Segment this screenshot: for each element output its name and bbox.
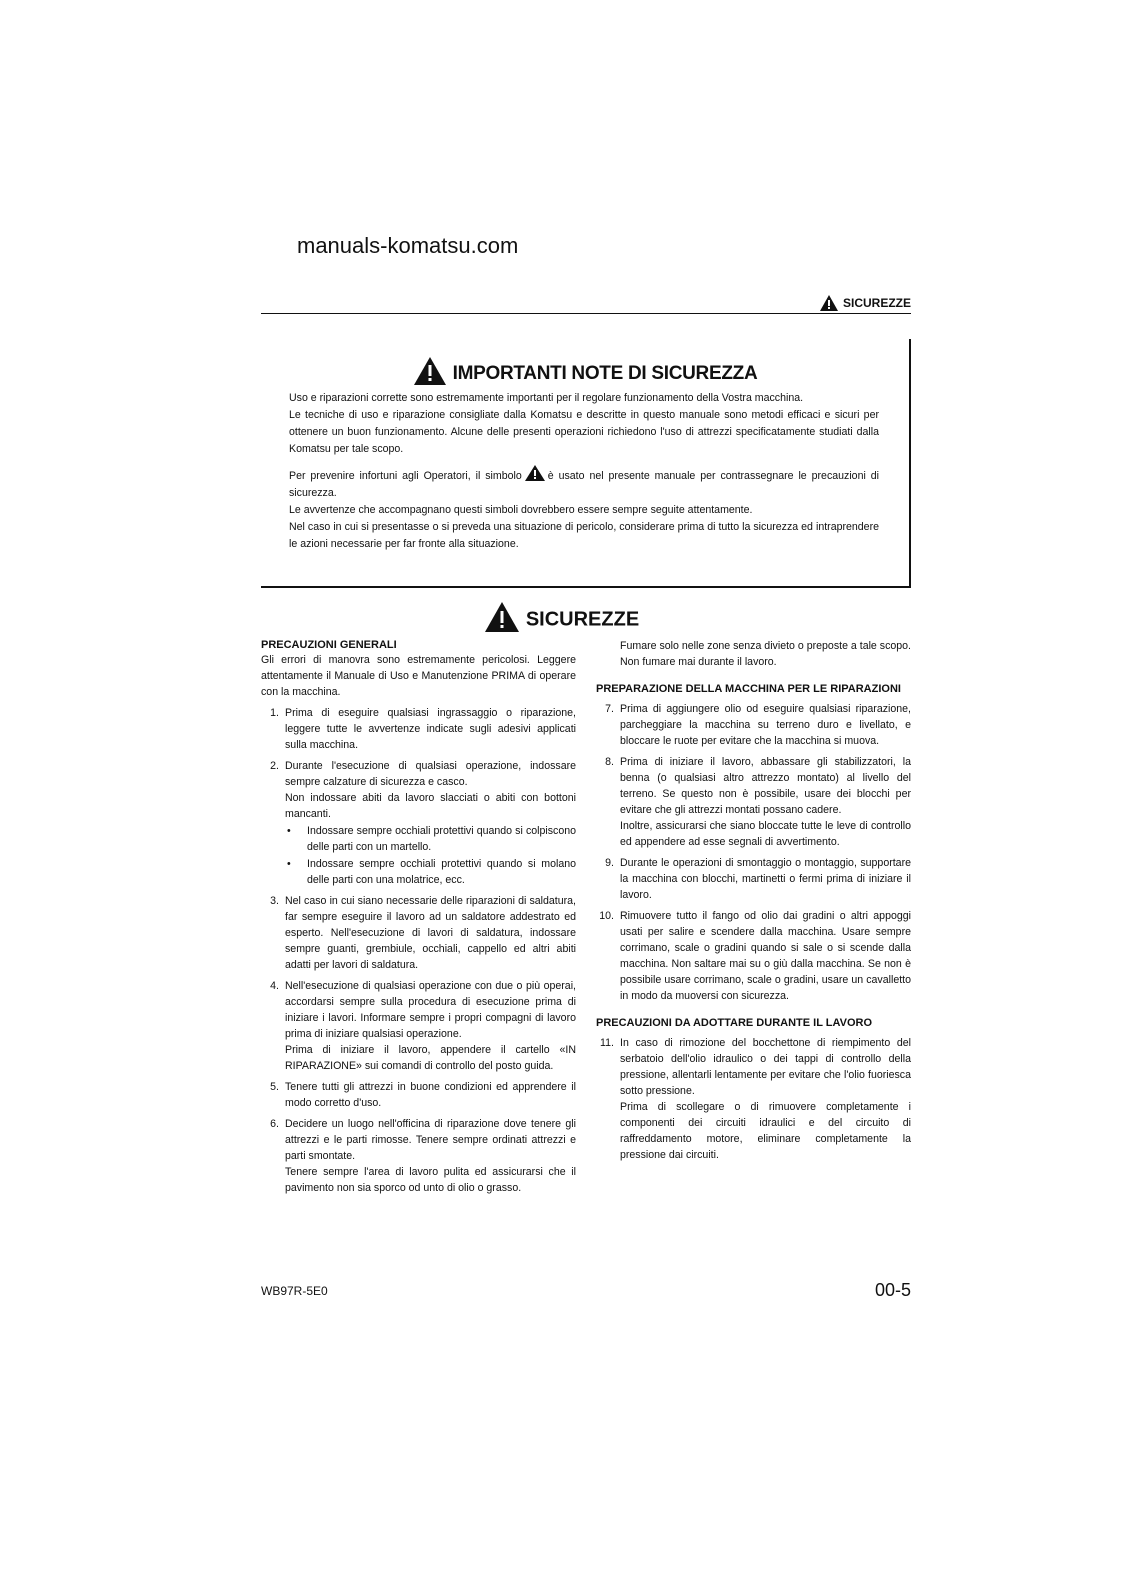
general-list xyxy=(261,705,576,1196)
general-heading: PRECAUZIONI GENERALI xyxy=(261,639,397,651)
notice-paragraph: Le avvertenze che accompagnano questi simboli dovrebbero essere sempre seguite attentamente. xyxy=(289,504,753,516)
header-label: SICUREZZE xyxy=(842,296,911,310)
list-item xyxy=(261,893,576,973)
list-item xyxy=(261,758,576,888)
item-number: 5. xyxy=(270,1081,279,1093)
bullet-item xyxy=(285,823,576,855)
list-item xyxy=(596,908,911,1004)
item-text: Nell'esecuzione di qualsiasi operazione con due o più operai, accordarsi sempre sulla procedura di esecuzione prima di iniziare i lavori. Informare sempre i propri compagni di lavoro prima di iniziare qualsiasi operazione. xyxy=(285,980,576,1040)
list-item xyxy=(596,855,911,903)
list-item xyxy=(261,1079,576,1111)
warning-icon xyxy=(484,601,520,633)
warning-icon xyxy=(524,464,546,482)
bullet-mark: • xyxy=(287,858,291,870)
page-number: 00-5 xyxy=(874,1280,911,1300)
list-item xyxy=(261,978,576,1074)
item-text: In caso di rimozione del bocchettone di riempimento del serbatoio dell'olio idraulico o dei tappi di controllo della pressione, allentarli lentamente per evitare che l'olio fuoriesca sotto pressione. xyxy=(620,1037,911,1097)
item-text-extra: Prima di scollegare o di rimuovere completamente i componenti dei circuiti idraulici e del circuito di raffreddamento motore, eliminare completamente la pressione dai circuiti. xyxy=(620,1101,911,1161)
item-number: 6. xyxy=(270,1118,279,1130)
section-title-text: SICUREZZE xyxy=(525,608,640,631)
during-heading: PRECAUZIONI DA ADOTTARE DURANTE IL LAVORO xyxy=(596,1017,873,1029)
item-number: 7. xyxy=(605,703,614,715)
footer-model: WB97R-5E0 xyxy=(261,1284,328,1298)
notice-paragraph: Le tecniche di uso e riparazione consigliate dalla Komatsu e descritte in questo manuale sono metodi efficaci e sicuri per ottenere un buon funzionamento. Alcune delle presenti operazioni richiedono l'uso di attrezzi specificatamente studiati dalla Komatsu per tale scopo. xyxy=(289,409,879,455)
safety-notice-box xyxy=(261,339,911,588)
notice-paragraph xyxy=(289,464,879,502)
item-number: 3. xyxy=(270,895,279,907)
list-item xyxy=(596,754,911,850)
bullet-list xyxy=(285,823,576,888)
item-number: 1. xyxy=(270,707,279,719)
list-item xyxy=(596,1035,911,1163)
item-number: 9. xyxy=(605,857,614,869)
notice-title-text: IMPORTANTI NOTE DI SICUREZZA xyxy=(452,363,758,385)
item-text: Decidere un luogo nell'officina di riparazione dove tenere gli attrezzi e le parti rimosse. Tenere sempre ordinati attrezzi e parti smontate. xyxy=(285,1118,576,1162)
running-header xyxy=(819,294,911,312)
smoking-text: Fumare solo nelle zone senza divieto o preposte a tale scopo. Non fumare mai durante il lavoro. xyxy=(620,640,911,668)
section-title xyxy=(0,604,1123,636)
item-number: 11. xyxy=(600,1037,614,1049)
item-text-extra: Non indossare abiti da lavoro slacciati o abiti con bottoni mancanti. xyxy=(285,792,576,820)
bullet-item xyxy=(285,856,576,888)
bullet-mark: • xyxy=(287,825,291,837)
list-item xyxy=(596,701,911,749)
item-number: 4. xyxy=(270,980,279,992)
item-text: Tenere tutti gli attrezzi in buone condizioni ed apprendere il modo corretto d'uso. xyxy=(285,1081,576,1109)
warning-icon xyxy=(819,294,839,312)
notice-text: Per prevenire infortuni agli Operatori, il simbolo xyxy=(289,470,522,482)
item-text: Durante le operazioni di smontaggio o montaggio, supportare la macchina con blocchi, martinetti o fermi prima di iniziare il lavoro. xyxy=(620,857,911,901)
notice-body xyxy=(289,390,879,553)
prep-list xyxy=(596,701,911,1004)
item-number: 10. xyxy=(599,910,614,922)
notice-title xyxy=(261,359,909,389)
item-number: 2. xyxy=(270,760,279,772)
prep-heading: PREPARAZIONE DELLA MACCHINA PER LE RIPARAZIONI xyxy=(596,683,901,695)
item-text: Durante l'esecuzione di qualsiasi operazione, indossare sempre calzature di sicurezza e casco. xyxy=(285,760,576,788)
right-column xyxy=(596,638,911,1163)
notice-text: è usato nel presente manuale per contrassegnare le precauzioni di sicurezza. xyxy=(289,470,879,499)
notice-paragraph: Nel caso in cui si presentasse o si preveda una situazione di pericolo, considerare prima di tutto la sicurezza ed intraprendere le azioni necessarie per far fronte alla situazione. xyxy=(289,521,879,550)
general-intro: Gli errori di manovra sono estremamente pericolosi. Leggere attentamente il Manuale di Uso e Manutenzione PRIMA di operare con la macchina. xyxy=(261,654,576,698)
watermark-text: manuals-komatsu.com xyxy=(297,233,519,258)
item-text: Prima di iniziare il lavoro, abbassare gli stabilizzatori, la benna (o qualsiasi altro attrezzo montato) al livello del terreno. Se questo non è possibile, usare dei blocchi per evitare che gli attrezzi montati possano cadere. xyxy=(620,756,911,816)
left-column xyxy=(261,638,576,1196)
item-text-extra: Prima di iniziare il lavoro, appendere il cartello «IN RIPARAZIONE» sui comandi di controllo del posto guida. xyxy=(285,1044,576,1072)
bullet-text: Indossare sempre occhiali protettivi quando si colpiscono delle parti con un martello. xyxy=(307,825,576,853)
item-text-extra: Inoltre, assicurarsi che siano bloccate tutte le leve di controllo ed appendere ad esse segnali di avvertimento. xyxy=(620,820,911,848)
item-text: Prima di eseguire qualsiasi ingrassaggio o riparazione, leggere tutte le avvertenze indicate sugli adesivi applicati sulla macchina. xyxy=(285,707,576,751)
during-list xyxy=(596,1035,911,1163)
warning-icon xyxy=(413,356,447,386)
item-text: Rimuovere tutto il fango od olio dai gradini o altri appoggi usati per salire e scendere dalla macchina. Usare sempre corrimano, scale o gradini quando si sale o si scende dalla macchina. Non saltare mai su o giù dalla macchina. Se non è possibile usare corrimano, scale o gradini, usare un cavalletto in modo da muoversi con sicurezza. xyxy=(620,910,911,1002)
header-rule xyxy=(261,313,911,314)
item-text: Nel caso in cui siano necessarie delle riparazioni di saldatura, far sempre eseguire il lavoro ad un saldatore addestrato ed esperto. Nell'esecuzione di lavori di saldatura, indossare sempre guanti, grembiule, occhiali, cappello ed altri abiti adatti per lavori di saldatura. xyxy=(285,895,576,971)
list-item xyxy=(261,705,576,753)
bullet-text: Indossare sempre occhiali protettivi quando si molano delle parti con una molatrice, ecc. xyxy=(307,858,576,886)
notice-paragraph: Uso e riparazioni corrette sono estremamente importanti per il regolare funzionamento della Vostra macchina. xyxy=(289,392,804,404)
item-text: Prima di aggiungere olio od eseguire qualsiasi riparazione, parcheggiare la macchina su terreno duro e livellato, e bloccare le ruote per evitare che la macchina si muova. xyxy=(620,703,911,747)
list-item xyxy=(261,1116,576,1196)
item-text-extra: Tenere sempre l'area di lavoro pulita ed assicurarsi che il pavimento non sia sporco od unto di olio o grasso. xyxy=(285,1166,576,1194)
item-number: 8. xyxy=(605,756,614,768)
